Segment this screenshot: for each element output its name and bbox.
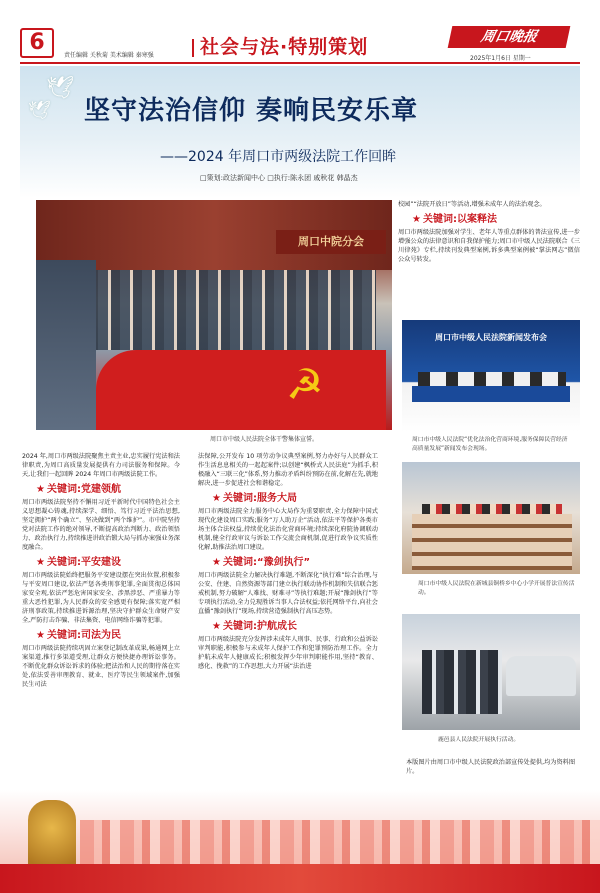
intro-paragraph: 2024 年,周口市两级法院聚焦主责主业,忠实履行宪法和法律职责,为周口高质量发展提供有力司法服务和保障。今天,让我们一起回眸 2024 年周口市两级法院工作。 [22,453,180,478]
article-paragraph: 周口市两级法院全力解决执行难题,不断深化“执行难”综合治理,与公安、住建、自然资源等部门建立执行联动协作机制和失信联合惩戒机制,努力破解“人难找、财难寻”等执行难题;开展“豫剑执行”等专项执行活动,全力兑现胜诉当事人合法权益;依托网络平台,向社会直播“豫剑执行”现场,持续营造强制执行高压态势。 [198,572,378,615]
newspaper-logo: 周口晚报 [448,26,571,48]
photo-officer [36,260,96,430]
photo-car [506,656,576,696]
article-paragraph: 校园”“法院开放日”等活动,增强未成年人的法治观念。 [398,201,546,208]
keyword-text: 关键词:党建领航 [46,484,121,495]
article-paragraph: 周口市两级法院始终把服务平安建设摆在突出位置,积极参与平安周口建设,依法严惩各类刑事犯罪,全面贯彻总体国家安全观,依法严惩危害国家安全、涉黑涉恶、严重暴力等重大恶性犯罪,为人民群众的安全感更有保障;落实宽严相济刑事政策,持续推进诉源治理,坚决守护群众生命财产安全,严防打击诈骗、非法集资、电信网络诈骗等犯罪。 [22,572,180,624]
section-title [186,32,368,59]
section-text: 社会与法·特别策划 [200,36,369,58]
footer-band [0,864,600,893]
star-icon: ★ [36,484,45,495]
article-column-3 [398,200,580,266]
star-icon: ★ [36,557,45,568]
star-icon: ★ [212,621,221,632]
editors-line: 责任编辑 关秋菊 美术编辑 秦寒强 [64,52,154,59]
photo-sign: 周口中院分会 [276,230,386,254]
date-line: 2025年1月6日 星期一 [470,55,531,62]
keyword-heading [412,215,580,224]
star-icon: ★ [212,557,221,568]
keyword-text: 关键词:司法为民 [46,630,121,641]
star-icon: ★ [36,630,45,641]
keyword-text: 关键词:“豫剑执行” [222,557,311,568]
enforcement-photo [402,614,580,730]
page-header [0,0,600,60]
article-paragraph: 法保障,公开发布 10 项劳动争议典型案例,努力办好与人民群众工作生活息息相关的一起起案件;以创建“枫桥式人民法庭”为抓手,积极融入“三联三化”体系,努力推动矛盾纠纷预防在前,化解在先,就地解决,进一步促进社会和谐稳定。 [198,453,378,487]
photo-desks [412,514,572,570]
photo-caption: 周口市中级人民法院在新城县铜桥乡中心小学开展普法宣传活动。 [418,581,575,596]
oath-photo [36,200,392,430]
photo-caption: 鹿邑县人民法院开展执行活动。 [438,737,520,743]
keyword-heading [36,485,180,494]
school-event-photo [402,462,580,574]
credits-line: □策划:政法新闻中心 □执行:陈永团 戚秋花 韩晶杰 [200,174,358,182]
keyword-text: 关键词:平安建设 [46,557,121,568]
keyword-heading [212,494,378,503]
footer-decoration [0,790,600,893]
article-column-1 [22,452,180,691]
keyword-heading [36,631,180,640]
headline-subtitle: ——2024 年周口市两级法院工作回眸 [160,149,397,165]
keyword-text: 关键词:护航成长 [222,621,297,632]
keyword-heading [212,558,378,567]
press-conference-photo [402,320,580,432]
article-paragraph: 周口市两级法院充分发挥涉未成年人刑事、民事、行政和公益诉讼审判职能,积极参与未成年人保护工作和犯罪预防治理工作。全力护航未成年人健康成长;积极发挥少年审判职能作用,坚持“教育、感化、挽救”的工作思想,大力开展“法治进 [198,636,378,670]
party-flag [96,350,386,430]
photo-caption: 周口市中级人民法院全体干警集体宣誓。 [210,436,319,443]
photo-table [412,386,570,402]
photo-crowd [76,270,376,350]
section-bar [192,39,194,57]
photo-credit-note: 本版图片由周口市中级人民法院政治部宣传处提供,均为资料图片。 [406,759,576,775]
star-icon: ★ [412,214,421,225]
keyword-heading [36,558,180,567]
photo-people [418,372,566,386]
keyword-heading [212,622,378,631]
article-paragraph: 周口市两级法院持续巩固立案登记制改革成果,畅通网上立案渠道,推行多渠道受理,让群众方便快捷办理诉讼事务。不断优化群众诉讼诉求的体验;把法治和人民的期待落在实处,依法妥善审理教育、就业、医疗等民生领域案件,加强民生司法 [22,645,180,688]
article-paragraph: 周口市两级法院全力服务中心大局作为重要职责,全力保障中国式现代化建设周口实践;服务“万人助万企”活动,依法平等保护各类市场主体合法权益,持续优化法治化营商环境;持续深化府院协调联动机制,健全行政审议与诉讼工作交流会商机制,促进行政争议实质性化解,助推法治周口建设。 [198,508,378,551]
keyword-text: 关键词:服务大局 [222,493,297,504]
keyword-text: 关键词:以案释法 [422,214,497,225]
article-paragraph: 周口市两级法院坚持不懈用习近平新时代中国特色社会主义思想凝心铸魂,持续深学、细悟、笃行习近平法治思想,坚定拥护“两个确立”、坚决做到“两个维护”。市中院坚持党对法院工作的绝对领导,不断提高政治判断力、政治领悟力、政治执行力,持续推进讲政治锻大局与抓办案强业务深度融合。 [22,499,180,551]
photo-caption: 周口市中级人民法院“优化法治化营商环境,服务保障民营经济高质量发展”新闻发布会现场。 [412,437,568,452]
photo-backdrop-text: 周口市中级人民法院新闻发布会 [435,333,547,342]
page-number: 6 [20,28,54,58]
hammer-sickle-icon: ☭ [286,360,324,409]
header-rule [20,62,580,64]
star-icon: ★ [212,493,221,504]
dove-icon: 🕊 [28,100,51,121]
photo-people [422,650,502,714]
dove-icon: 🕊 [46,76,74,101]
article-paragraph: 周口市两级法院加强对学生、老年人等重点群体的普法宣传,进一步增强公众的法律意识和自我保护能力;周口市中级人民法院联合《三川律苑》专栏,持续刊发典型案例,诉多典型案例被“掌法网志”微信公众号转发。 [398,229,580,263]
article-column-2 [198,452,378,673]
headline-title: 坚守法治信仰 奏响民安乐章 [84,96,419,126]
